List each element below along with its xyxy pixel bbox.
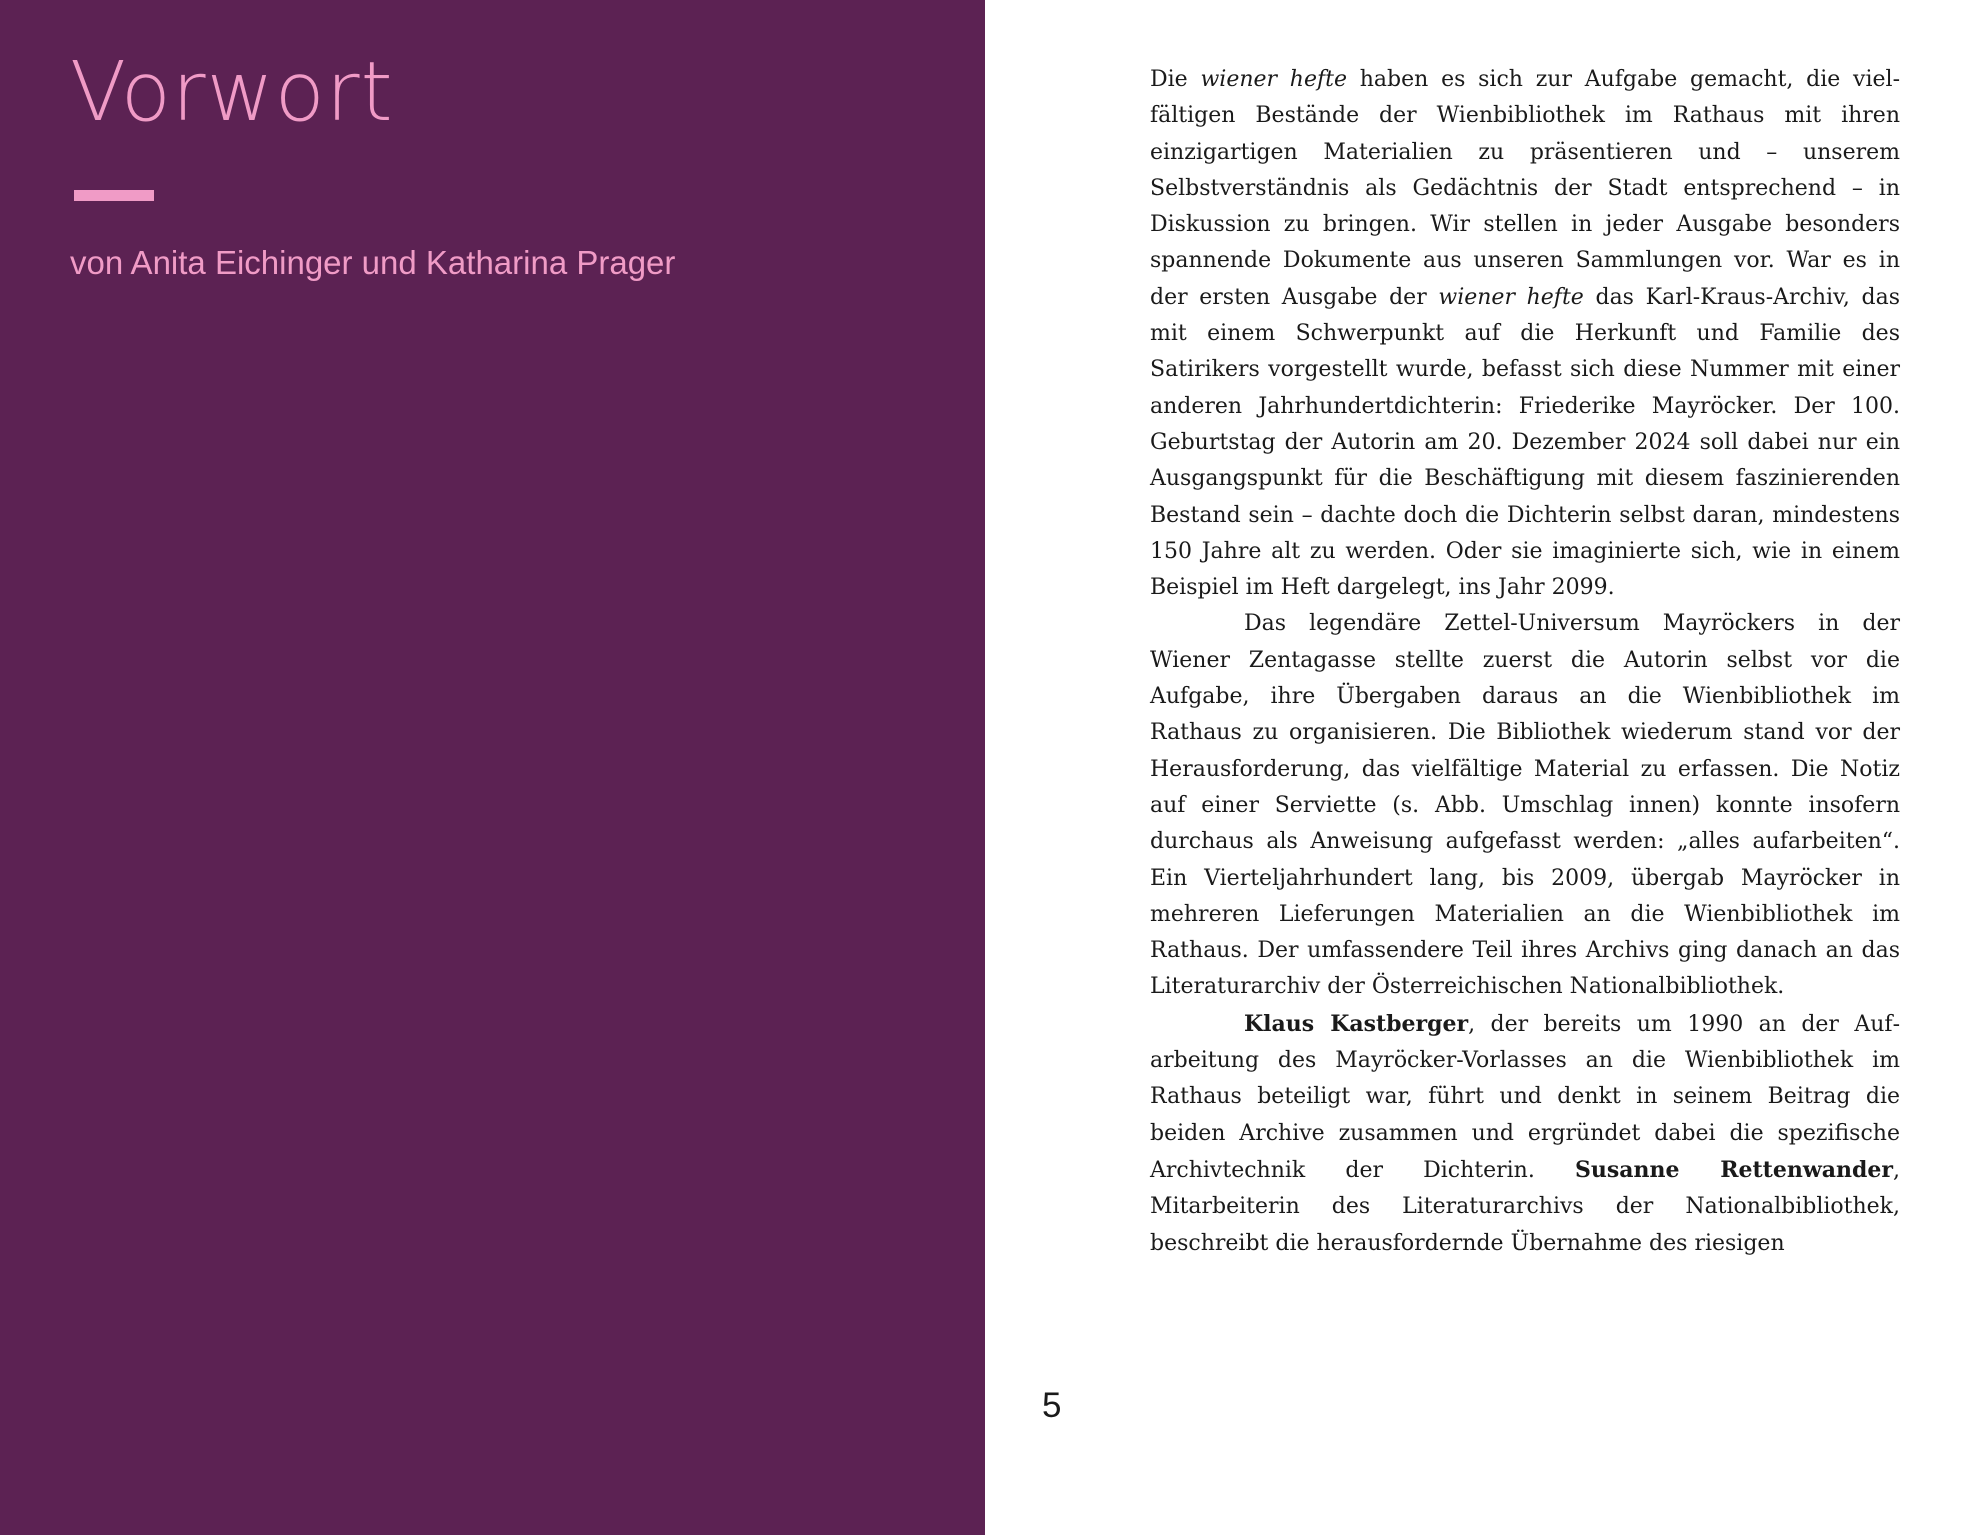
- text-run: Das legendäre Zettel-Universum Mayröckers in der Wiener Zentagasse stellte zuerst die Autorin selbst vor die Aufgabe, ihre Übergaben daraus an die Wienbibliothek im Rathaus zu organisieren. Die Bibliothek wiederum stand vor der Herausforderung, das vielfältige Material zu erfassen. Die Notiz auf einer Serviette (s. Abb. Umschlag innen) konnte insofern durchaus als Anweisung aufgefasst werden: „alles aufarbeiten“. Ein Vierteljahrhundert lang, bis 2009, übergab Mayröcker in mehreren Lieferungen Materialien an die Wienbibliothek im Rathaus. Der umfassendere Teil ihres Archivs ging danach an das Literaturarchiv der Österreichischen Nationalbibliothek.: [1150, 611, 1900, 1000]
- right-page: [985, 0, 1969, 1535]
- body-text: [1150, 62, 1900, 1262]
- text-run: , Mitarbeiterin des Literaturarchivs der Nationalbibliothek, beschreibt die herausfordernde Übernahme des riesigen: [1150, 1157, 1900, 1256]
- paragraph: [1150, 606, 1900, 1005]
- text-run: Die: [1150, 67, 1201, 92]
- paragraph: [1150, 62, 1900, 606]
- contributor-name: Klaus Kastberger: [1244, 1010, 1469, 1037]
- accent-rule: [74, 190, 154, 201]
- publication-title: wiener hefte: [1200, 67, 1347, 92]
- page-number: 5: [1042, 1386, 1062, 1425]
- text-run: haben es sich zur Aufgabe gemacht, die vielfältigen Bestände der Wienbibliothek im Rathaus mit ihren einzigartigen Materialien zu präsentieren und – unserem Selbstverständnis als Gedächtnis der Stadt entsprechend – in Diskussion zu bringen. Wir stellen in jeder Ausgabe besonders spannende Dokumente aus unseren Sammlungen vor. War es in der ersten Ausgabe der: [1150, 67, 1901, 310]
- text-run: das Karl-Kraus-Archiv, das mit einem Schwerpunkt auf die Herkunft und Familie des Satirikers vorgestellt wurde, befasst sich diese Nummer mit einer anderen Jahrhundertdichterin: Friederike Mayröcker. Der 100. Geburtstag der Autorin am 20. Dezember 2024 soll dabei nur ein Ausgangspunkt für die Beschäftigung mit diesem faszinierenden Bestand sein – dachte doch die Dichterin selbst daran, mindestens 150 Jahre alt zu werden. Oder sie imaginierte sich, wie in einem Beispiel im Heft dargelegt, ins Jahr 2099.: [1150, 284, 1901, 601]
- publication-title: wiener hefte: [1438, 284, 1584, 310]
- author-byline: von Anita Eichinger und Katharina Prager: [70, 244, 676, 281]
- paragraph: [1150, 1006, 1900, 1262]
- text-run: , der bereits um 1990 an der Aufarbeitung des Mayröcker-Vorlasses an die Wienbibliothek im Rathaus beteiligt war, führt und denkt in seinem Beitrag die beiden Archive zusammen und ergründet dabei die spezifische Archivtechnik der Dichterin.: [1150, 1011, 1901, 1183]
- contributor-name: Susanne Rettenwander: [1574, 1156, 1893, 1183]
- page-title: Vorwort: [70, 45, 394, 140]
